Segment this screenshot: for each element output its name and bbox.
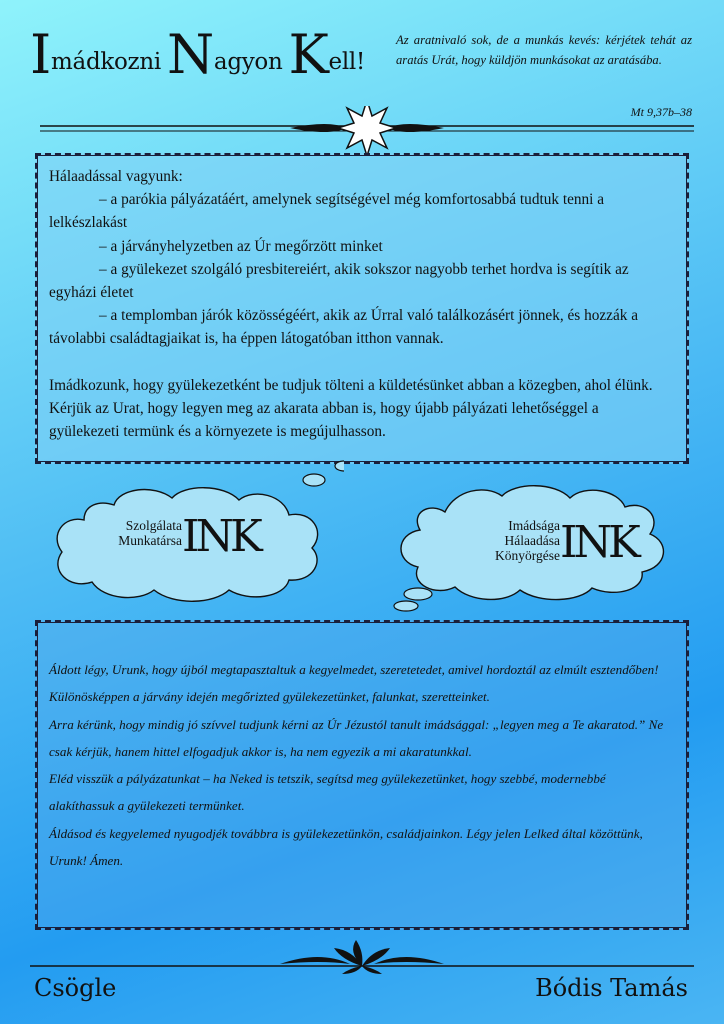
title-word-1: Imádkozni: [30, 23, 161, 86]
thanks-item: – a gyülekezet szolgáló presbitereiért, akik sokszor nagyobb terhet hordva is segítik az egyházi életet: [49, 260, 629, 302]
thanks-intro: Hálaadással vagyunk:: [49, 168, 183, 185]
footer-place: Csögle: [34, 974, 117, 1002]
prayer-paragraph: Áldásod és kegyelemed nyugodjék továbbra is gyülekezetünkön, családjainkon. Légy jelen Lelked által közöttünk, Urunk! Ámen.: [49, 825, 643, 869]
cloud-right-ink: INK: [560, 517, 637, 568]
leaf-divider-icon: [30, 938, 694, 974]
cloud-right-label: Imádsága Hálaadása Könyörgése: [495, 518, 560, 563]
bible-quote: Az aratnivaló sok, de a munkás kevés: kérjétek tehát az aratás Urát, hogy küldjön munkásokat az aratásába.: [396, 33, 692, 67]
prayer-paragraph: Áldott légy, Urunk, hogy újból megtapasztaltuk a kegyelmedet, szeretetedet, amivel hordoztál az elmúlt esztendőben! Különösképpen a járvány idején megőrizted gyülekezetünket, falunkat, szeretteinket.: [49, 662, 659, 705]
thanks-item: – a templomban járók közösségéért, akik az Úrral való találkozásért jönnek, és hozzák a távolabbi családtagjaikat is, ha éppen látogatóban itthon vannak.: [49, 307, 638, 348]
prayer-box: [35, 620, 689, 930]
prayer-request: Imádkozunk, hogy gyülekezetként be tudjuk tölteni a küldetésünket abban a közegben, ahol élünk. Kérjük az Urat, hogy legyen meg az akarata abban is, hogy újabb pályázati lehetőséggel a gyülekezeti termünk és a környezete is megújulhasson.: [49, 376, 653, 441]
thanks-item: – a parókia pályázatáért, amelynek segítségével még komfortosabbá tudtuk tenni a lelkészlakást: [49, 191, 605, 232]
cloud-left: [78, 511, 308, 565]
title-word-2: Nagyon: [166, 23, 283, 86]
cloud-left-label: Szolgálata Munkatársa: [118, 518, 182, 548]
thanksgiving-box: [35, 153, 689, 464]
star-divider-icon: [40, 106, 694, 156]
thanks-item: – a járványhelyzetben az Úr megőrzött minket: [99, 237, 383, 255]
page-title: [30, 23, 365, 86]
footer-author: Bódis Tamás: [535, 974, 688, 1002]
title-word-3: Kell!: [288, 23, 365, 86]
bible-quote-reference: Mt 9,37b–38: [630, 105, 692, 119]
cloud-right: [460, 518, 680, 578]
prayer-paragraph: Eléd visszük a pályázatunkat – ha Neked is tetszik, segítsd meg gyülekezetünket, hogy szebbé, modernebbé alakíthassuk a gyülekezeti termünket.: [49, 771, 606, 814]
cloud-left-ink: INK: [182, 511, 259, 562]
prayer-paragraph: Arra kérünk, hogy mindig jó szívvel tudjunk kérni az Úr Jézustól tanult imádsággal: „legyen meg a Te akaratod.” Ne csak kérjük, hanem hittel elfogadjuk akkor is, ha nem egyezik a mi akaratunkkal.: [49, 716, 664, 759]
